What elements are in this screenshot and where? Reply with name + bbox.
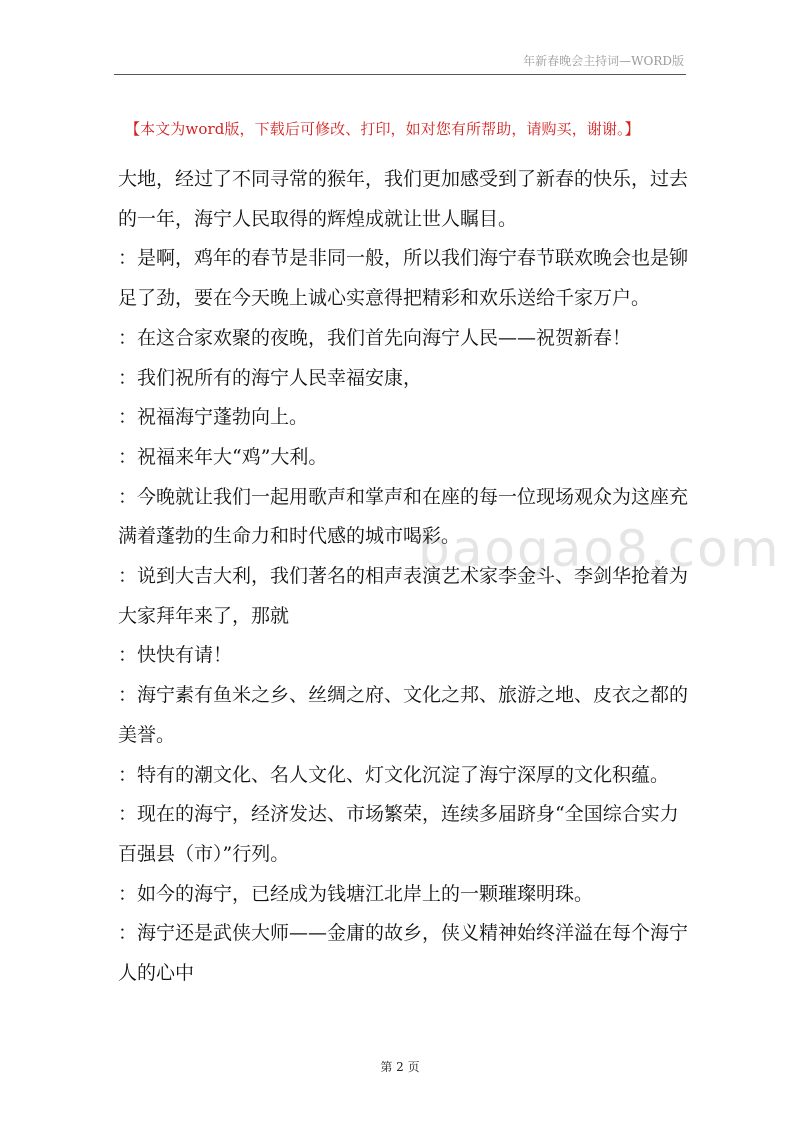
paragraph: ：今晚就让我们一起用歌声和掌声和在座的每一位现场观众为这座充满着蓬勃的生命力和时代感的城市喝彩。: [118, 485, 689, 548]
watermark: baogao8.com: [418, 520, 781, 578]
paragraph: ：在这合家欢聚的夜晚，我们首先向海宁人民——祝贺新春！: [118, 326, 632, 349]
paragraph: ：特有的潮文化、名人文化、灯文化沉淀了海宁深厚的文化积蕴。: [118, 763, 670, 786]
paragraph: ：是啊，鸡年的春节是非同一般，所以我们海宁春节联欢晚会也是铆足了劲，要在今天晚上诚心实意得把精彩和欢乐送给千家万户。: [118, 247, 689, 310]
header-divider: [114, 74, 686, 75]
paragraph: ：海宁素有鱼米之乡、丝绸之府、文化之邦、旅游之地、皮衣之都的美誉。: [118, 684, 689, 746]
paragraph: ：祝福海宁蓬勃向上。: [118, 406, 309, 429]
download-notice: 【本文为word版，下载后可修改、打印，如对您有所帮助，请购买，谢谢。】: [125, 120, 640, 138]
paragraph: ：说到大吉大利，我们著名的相声表演艺术家李金斗、李剑华抢着为大家拜年来了，那就: [118, 565, 689, 627]
paragraph: ：祝福来年大“鸡”大利。: [118, 445, 328, 468]
page-number: 第 2 页: [380, 1060, 420, 1074]
page-header: [0, 0, 800, 78]
paragraph: ：快快有请！: [118, 644, 233, 667]
document-body: [118, 160, 688, 994]
paragraph: ：如今的海宁，已经成为钱塘江北岸上的一颗璀璨明珠。: [118, 882, 594, 905]
paragraph: ：海宁还是武侠大师——金庸的故乡，侠义精神始终洋溢在每个海宁人的心中: [118, 922, 689, 985]
header-title: 年新春晚会主持词—WORD版: [523, 54, 684, 68]
paragraph: ：现在的海宁，经济发达、市场繁荣，连续多届跻身“全国综合实力百强县（市）”行列。: [118, 803, 679, 865]
paragraph: ：我们祝所有的海宁人民幸福安康，: [118, 366, 423, 389]
paragraph: 大地，经过了不同寻常的猴年，我们更加感受到了新春的快乐，过去的一年，海宁人民取得的辉煌成就让世人瞩目。: [118, 168, 689, 230]
